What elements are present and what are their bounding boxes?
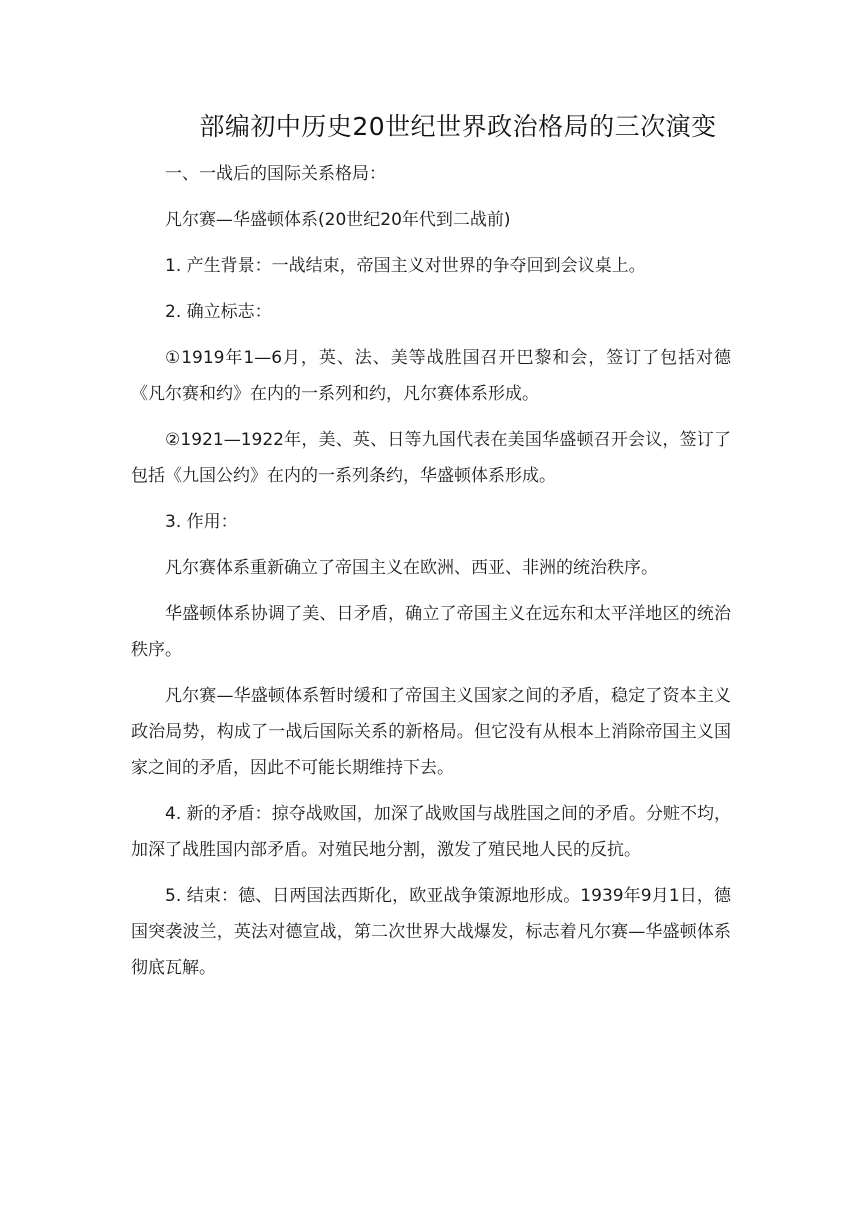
document-body [131, 156, 731, 996]
paragraph-end: 5. 结束：德、日两国法西斯化，欧亚战争策源地形成。1939年9月1日，德国突袭波兰，英法对德宣战，第二次世界大战爆发，标志着凡尔赛—华盛顿体系彻底瓦解。 [131, 886, 731, 978]
paragraph-system-effect: 凡尔赛—华盛顿体系暂时缓和了帝国主义国家之间的矛盾，稳定了资本主义政治局势，构成了一战后国际关系的新格局。但它没有从根本上消除帝国主义国家之间的矛盾，因此不可能长期维持下去。 [131, 686, 731, 778]
paragraph-background: 1. 产生背景：一战结束，帝国主义对世界的争夺回到会议桌上。 [165, 256, 646, 276]
paragraph-versailles: ①1919年1—6月，英、法、美等战胜国召开巴黎和会，签订了包括对德《凡尔赛和约》在内的一系列和约，凡尔赛体系形成。 [131, 348, 731, 404]
paragraph-washington-effect: 华盛顿体系协调了美、日矛盾，确立了帝国主义在远东和太平洋地区的统治秩序。 [131, 604, 731, 660]
paragraph-system-name: 凡尔赛—华盛顿体系(20世纪20年代到二战前) [165, 210, 511, 230]
paragraph-versailles-effect: 凡尔赛体系重新确立了帝国主义在欧洲、西亚、非洲的统治秩序。 [165, 558, 658, 578]
paragraph-establishment-heading: 2. 确立标志： [165, 302, 272, 322]
paragraph-section-heading: 一、一战后的国际关系格局： [165, 164, 386, 184]
paragraph-new-conflicts: 4. 新的矛盾：掠夺战败国，加深了战败国与战胜国之间的矛盾。分赃不均，加深了战胜国内部矛盾。对殖民地分割，激发了殖民地人民的反抗。 [131, 804, 731, 860]
document-title: 部编初中历史20世纪世界政治格局的三次演变 [199, 112, 717, 141]
paragraph-washington: ②1921—1922年，美、英、日等九国代表在美国华盛顿召开会议，签订了包括《九国公约》在内的一系列条约，华盛顿体系形成。 [131, 430, 731, 486]
paragraph-effect-heading: 3. 作用： [165, 512, 238, 532]
